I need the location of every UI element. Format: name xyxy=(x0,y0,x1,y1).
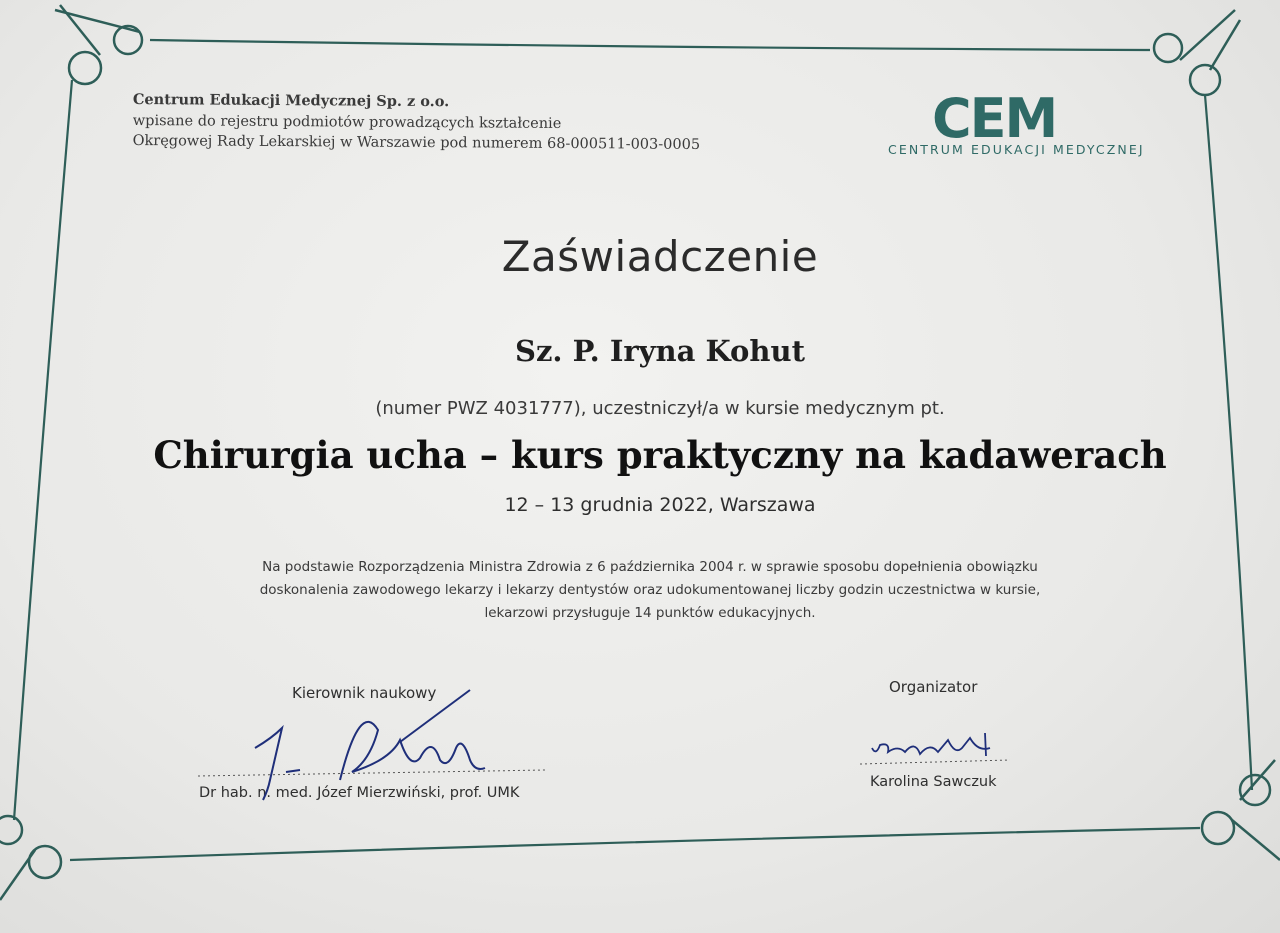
signer-name: Karolina Sawczuk xyxy=(870,774,997,790)
cem-logo xyxy=(886,92,1171,162)
issuer-registration-line: wpisane do rejestru podmiotów prowadzących kształcenie xyxy=(132,112,562,132)
corner-ornament-top-right xyxy=(1154,10,1240,95)
legal-line: Na podstawie Rozporządzenia Ministra Zdrowia z 6 października 2004 r. w sprawie sposobu dopełnienia obowiązku xyxy=(262,559,1038,575)
legal-line: lekarzowi przysługuje 14 punktów edukacyjnych. xyxy=(484,605,816,621)
recipient-name: Sz. P. Iryna Kohut xyxy=(515,334,805,368)
legal-basis xyxy=(150,556,1150,625)
signature-left-role xyxy=(292,683,436,702)
corner-ornament-bottom-right xyxy=(1202,760,1280,860)
issuer-name: Centrum Edukacji Medycznej Sp. z o.o. xyxy=(132,90,450,111)
role-label: Kierownik naukowy xyxy=(292,684,437,702)
certificate-title: Zaświadczenie xyxy=(501,232,819,281)
signer-name: Dr hab. n. med. Józef Mierzwiński, prof. UMK xyxy=(199,785,520,801)
issuer-registration-number: Okręgowej Rady Lekarskiej w Warszawie pod numerem 68-000511-003-0005 xyxy=(132,132,701,153)
cem-logo-mark xyxy=(932,92,1122,142)
signature-left-name xyxy=(199,782,519,801)
issuer-block xyxy=(133,89,793,156)
course-title: Chirurgia ucha – kurs praktyczny na kadawerach xyxy=(153,433,1167,477)
logo-tagline: CENTRUM EDUKACJI MEDYCZNEJ xyxy=(888,142,1145,157)
corner-ornament-top-left xyxy=(55,5,142,84)
signature-right-role xyxy=(889,677,977,696)
course-dates: 12 – 13 grudnia 2022, Warszawa xyxy=(504,494,816,516)
role-label: Organizator xyxy=(889,678,978,696)
signature-right-name xyxy=(870,771,997,790)
corner-ornament-bottom-left xyxy=(0,816,61,900)
logo-letters: CEM xyxy=(932,92,1057,142)
participation-statement: (numer PWZ 4031777), uczestniczył/a w kursie medycznym pt. xyxy=(375,398,945,419)
legal-line: doskonalenia zawodowego lekarzy i lekarzy dentystów oraz udokumentowanej liczby godzin uczestnictwa w kursie, xyxy=(259,582,1041,598)
